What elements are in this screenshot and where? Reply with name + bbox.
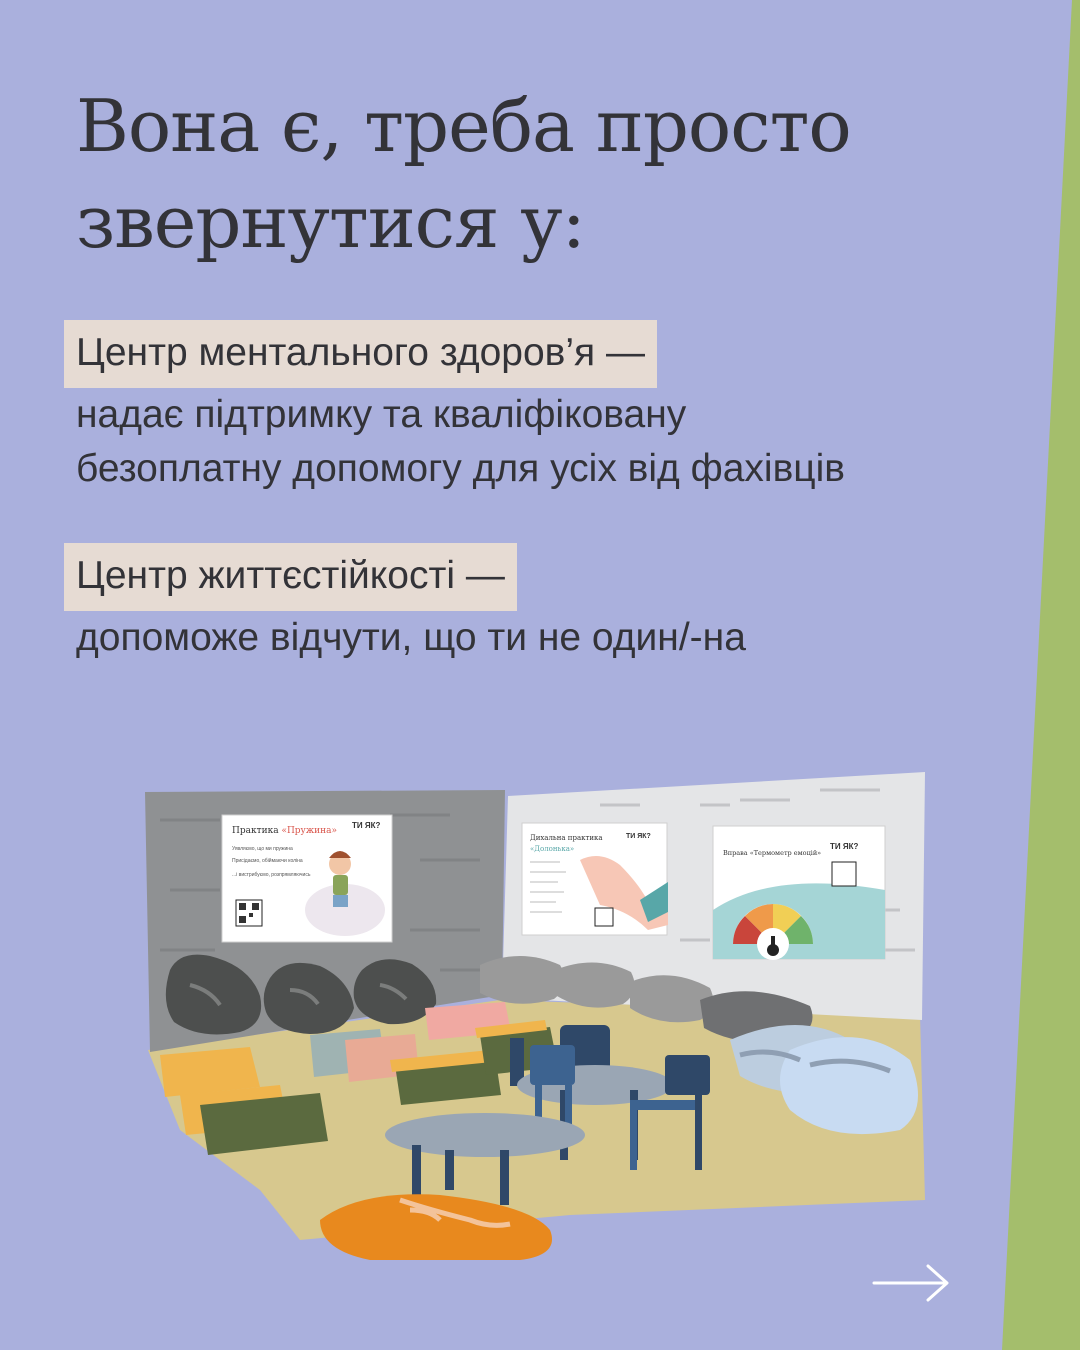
poster-brand: ТИ ЯК? bbox=[626, 833, 651, 840]
poster-emotion-thermometer bbox=[713, 826, 885, 960]
poster-step: Уявляємо, що ми пружина bbox=[232, 846, 293, 852]
center-description bbox=[64, 388, 845, 496]
poster-title: Практика bbox=[232, 826, 282, 836]
center-description bbox=[64, 611, 746, 665]
poster-step: Присідаємо, обіймаючи коліна bbox=[232, 858, 303, 864]
headline-line-1: Вона є, треба просто bbox=[76, 84, 851, 168]
center-name-chip: Центр ментального здоров’я — bbox=[64, 320, 657, 388]
center-name-chip: Центр життєстійкості — bbox=[64, 543, 517, 611]
description-line: допоможе відчути, що ти не один/-на bbox=[76, 616, 746, 659]
poster-title-accent: «Долонька» bbox=[530, 845, 575, 853]
center-mental-health bbox=[64, 320, 845, 496]
poster-title: Дихальна практика bbox=[530, 834, 603, 842]
svg-text:Практика «Пружина» bbox=[232, 826, 337, 836]
poster-brand: ТИ ЯК? bbox=[352, 821, 381, 830]
poster-step: ...і вистрибуємо, розпрямляючись bbox=[232, 872, 311, 878]
center-resilience bbox=[64, 543, 746, 665]
poster-brand: ТИ ЯК? bbox=[830, 842, 859, 851]
classroom-illustration bbox=[140, 760, 930, 1260]
poster-title: Вправа «Термометр емоцій» bbox=[723, 849, 822, 857]
description-line: безоплатну допомогу для усіх від фахівців bbox=[76, 447, 846, 490]
poster-title-accent: «Пружина» bbox=[281, 826, 337, 836]
poster-spring-practice bbox=[222, 815, 392, 942]
poster-breathing-practice bbox=[522, 823, 668, 935]
description-line: надає підтримку та кваліфіковану bbox=[76, 393, 687, 436]
arrow-right-icon[interactable] bbox=[870, 1260, 952, 1306]
headline-line-2: звернутися у: bbox=[76, 180, 585, 264]
headline bbox=[76, 78, 851, 270]
